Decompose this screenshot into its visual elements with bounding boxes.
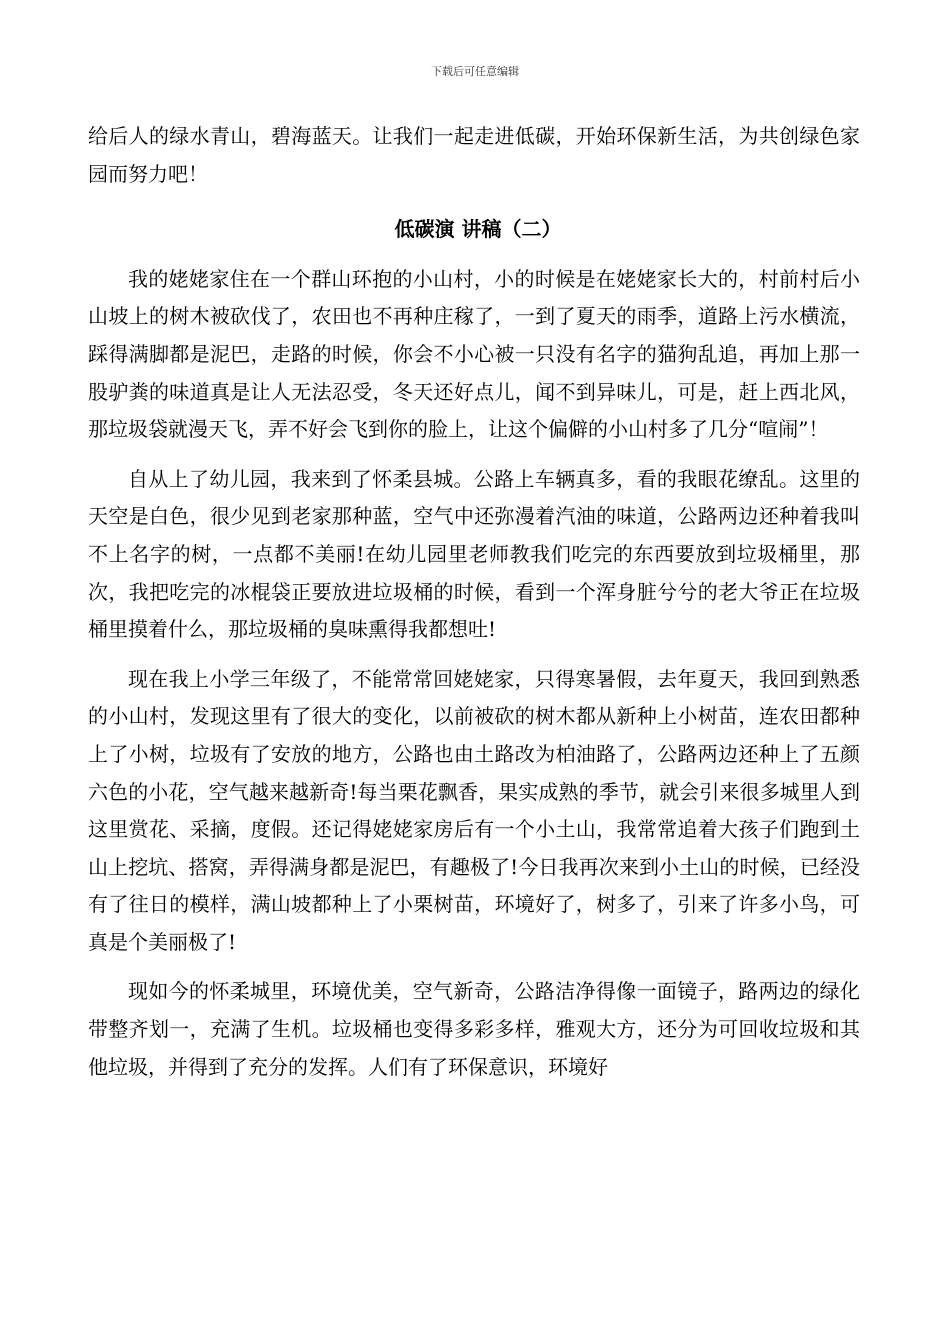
body-paragraph-2: 自从上了幼儿园，我来到了怀柔县城。公路上车辆真多，看的我眼花缭乱。这里的天空是白色，很少见到老家那种蓝，空气中还弥漫着汽油的味道，公路两边还种着我叫不上名字的树，一点都不美丽!在幼儿园里老师教我们吃完的东西要放到垃圾桶里，那次，我把吃完的冰棍袋正要放进垃圾桶的时候，看到一个浑身脏兮兮的老大爷正在垃圾桶里摸着什么，那垃圾桶的臭味熏得我都想吐! — [88, 466, 860, 642]
document-body — [88, 118, 860, 1086]
body-paragraph-3: 现在我上小学三年级了，不能常常回姥姥家，只得寒暑假，去年夏天，我回到熟悉的小山村，发现这里有了很大的变化，以前被砍的树木都从新种上小树苗，连农田都种上了小树，垃圾有了安放的地方，公路也由土路改为柏油路了，公路两边还种上了五颜六色的小花，空气越来越新奇!每当栗花飘香，果实成熟的季节，就会引来很多城里人到这里赏花、采摘，度假。还记得姥姥家房后有一个小土山，我常常追着大孩子们跑到土山上挖坑、搭窝，弄得满身都是泥巴，有趣极了!今日我再次来到小土山的时候，已经没有了往日的模样，满山坡都种上了小栗树苗，环境好了，树多了，引来了许多小鸟，可真是个美丽极了! — [88, 666, 860, 954]
page-header: 下载后可任意编辑 — [431, 65, 519, 78]
body-paragraph-1: 我的姥姥家住在一个群山环抱的小山村，小的时候是在姥姥家长大的，村前村后小山坡上的树木被砍伐了，农田也不再种庄稼了，一到了夏天的雨季，道路上污水横流，踩得满脚都是泥巴，走路的时候，你会不小心被一只没有名字的猫狗乱追，再加上那一股驴粪的味道真是让人无法忍受，冬天还好点儿，闻不到异味儿，可是，赶上西北风，那垃圾袋就漫天飞，弄不好会飞到你的脸上，让这个偏僻的小山村多了几分“喧闹”！ — [88, 266, 860, 442]
intro-paragraph: 给后人的绿水青山，碧海蓝天。让我们一起走进低碳，开始环保新生活，为共创绿色家园而努力吧！ — [88, 124, 860, 186]
body-paragraph-4: 现如今的怀柔城里，环境优美，空气新奇，公路洁净得像一面镜子，路两边的绿化带整齐划一，充满了生机。垃圾桶也变得多彩多样，雅观大方，还分为可回收垃圾和其他垃圾，并得到了充分的发挥。人们有了环保意识，环境好 — [88, 979, 860, 1079]
section-title: 低碳演 讲稿（二） — [394, 217, 562, 242]
